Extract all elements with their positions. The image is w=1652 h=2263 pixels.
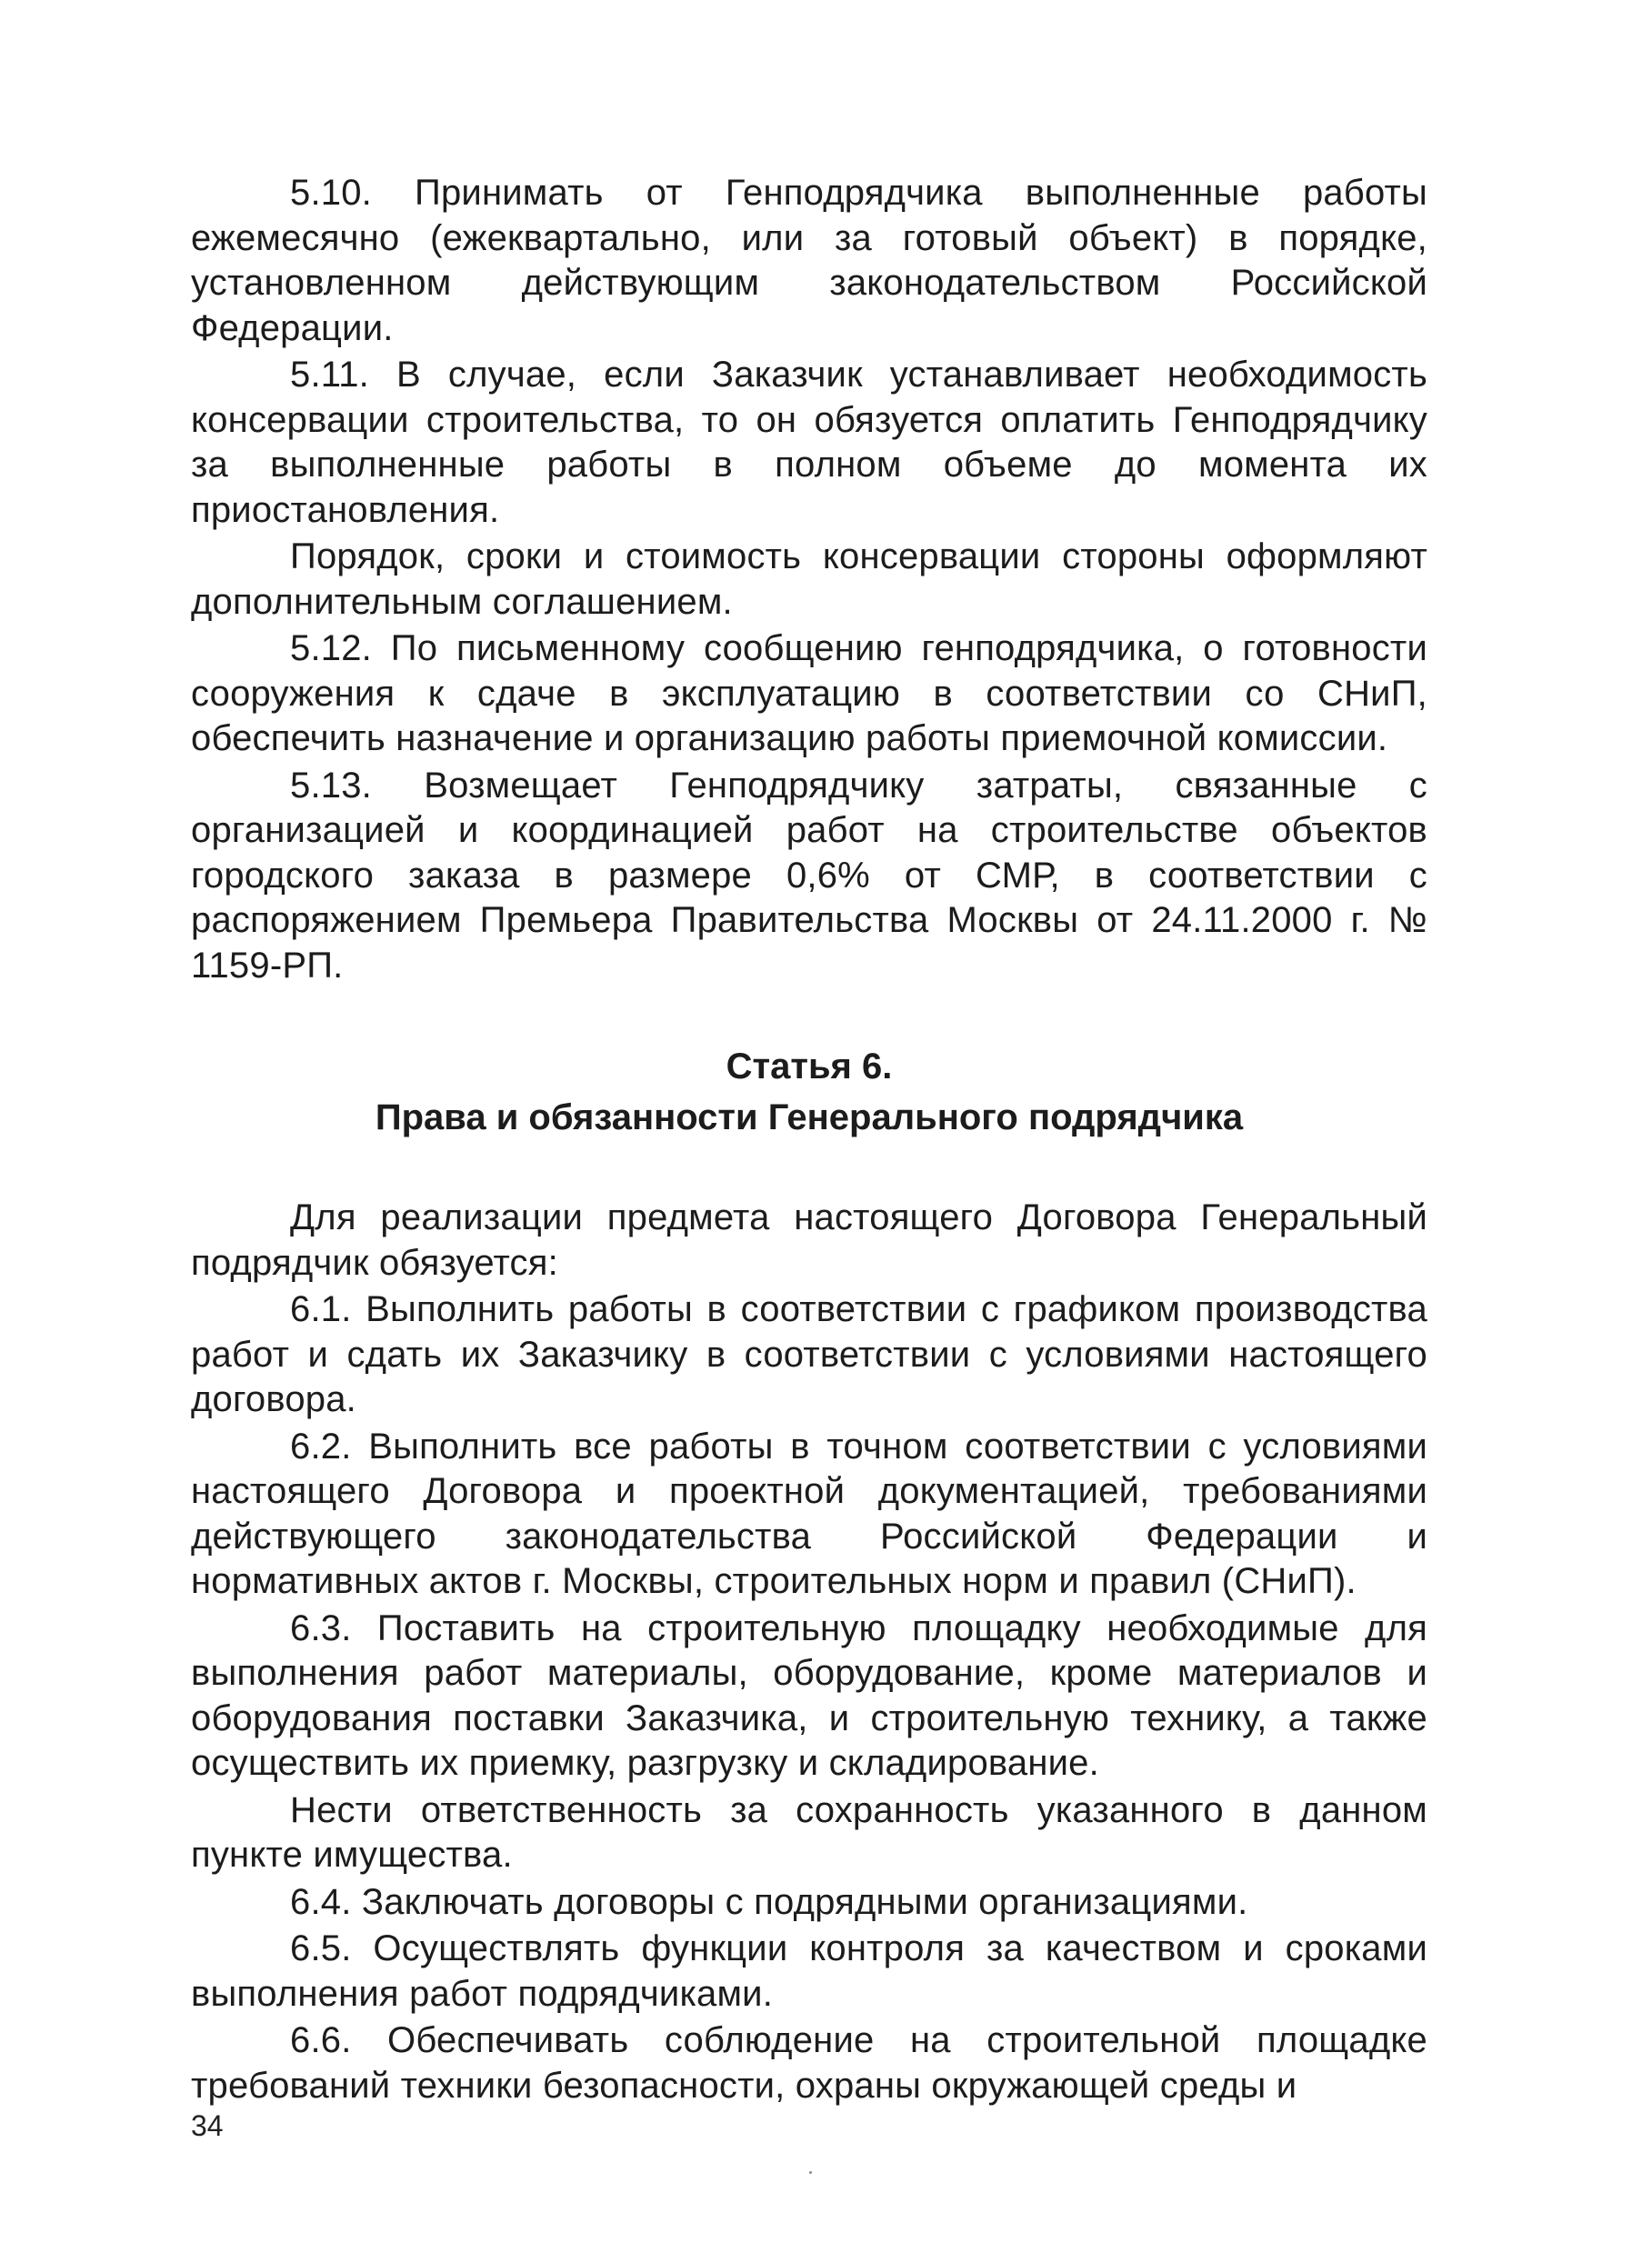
paragraph-6-5: 6.5. Осуществлять функции контроля за качеством и сроками выполнения работ подрядчиками. bbox=[191, 1928, 1427, 2014]
paragraph-5-10: 5.10. Принимать от Генподрядчика выполненные работы ежемесячно (ежеквартально, или за готовый объект) в порядке, установленном действующим законодательством Российской Федерации. bbox=[191, 173, 1427, 348]
page-content bbox=[191, 171, 1427, 2110]
paragraph-6-6: 6.6. Обеспечивать соблюдение на строительной площадке требований техники безопасности, охраны окружающей среды и bbox=[191, 2020, 1427, 2106]
paragraph-6-1: 6.1. Выполнить работы в соответствии с графиком производства работ и сдать их Заказчику в соответствии с условиями настоящего договора. bbox=[191, 1289, 1427, 1419]
paragraph-intro: Для реализации предмета настоящего Договора Генеральный подрядчик обязуется: bbox=[191, 1197, 1427, 1283]
paragraph-property-responsibility: Нести ответственность за сохранность указанного в данном пункте имущества. bbox=[191, 1789, 1427, 1875]
paragraph-5-12: 5.12. По письменному сообщению генподрядчика, о готовности сооружения к сдаче в эксплуатацию в соответствии со СНиП, обеспечить назначение и организацию работы приемочной комиссии. bbox=[191, 628, 1427, 758]
paragraph-6-3: 6.3. Поставить на строительную площадку необходимые для выполнения работ материалы, оборудование, кроме материалов и оборудования поставки Заказчика, и строительную технику, а также осуществить их приемку, разгрузку и складирование. bbox=[191, 1607, 1427, 1783]
paragraph-5-13: 5.13. Возмещает Генподрядчику затраты, связанные с организацией и координацией работ на строительстве объектов городского заказа в размере 0,6% от СМР, в соответствии с распоряжением Премьера Правительства Москвы от 24.11.2000 г. № 1159-РП. bbox=[191, 765, 1427, 986]
paragraph-conservation-order: Порядок, сроки и стоимость консервации стороны оформляют дополнительным соглашением. bbox=[191, 536, 1427, 622]
paragraph-5-11: 5.11. В случае, если Заказчик устанавливает необходимость консервации строительства, то он обязуется оплатить Генподрядчику за выполненные работы в полном объеме до момента их приостановления. bbox=[191, 355, 1427, 530]
article-title: Права и обязанности Генерального подрядчика bbox=[375, 1097, 1244, 1137]
page-number: 34 bbox=[191, 2109, 224, 2142]
article-number: Статья 6. bbox=[726, 1046, 893, 1086]
article-heading bbox=[191, 1041, 1427, 1143]
paragraph-6-4: 6.4. Заключать договоры с подрядными организациями. bbox=[290, 1881, 1248, 1922]
paragraph-6-2: 6.2. Выполнить все работы в точном соответствии с условиями настоящего Договора и проектной документацией, требованиями действующего законодательства Российской Федерации и нормативных актов г. Москвы, строительных норм и правил (СНиП). bbox=[191, 1426, 1427, 1601]
scan-speck bbox=[809, 2171, 812, 2174]
